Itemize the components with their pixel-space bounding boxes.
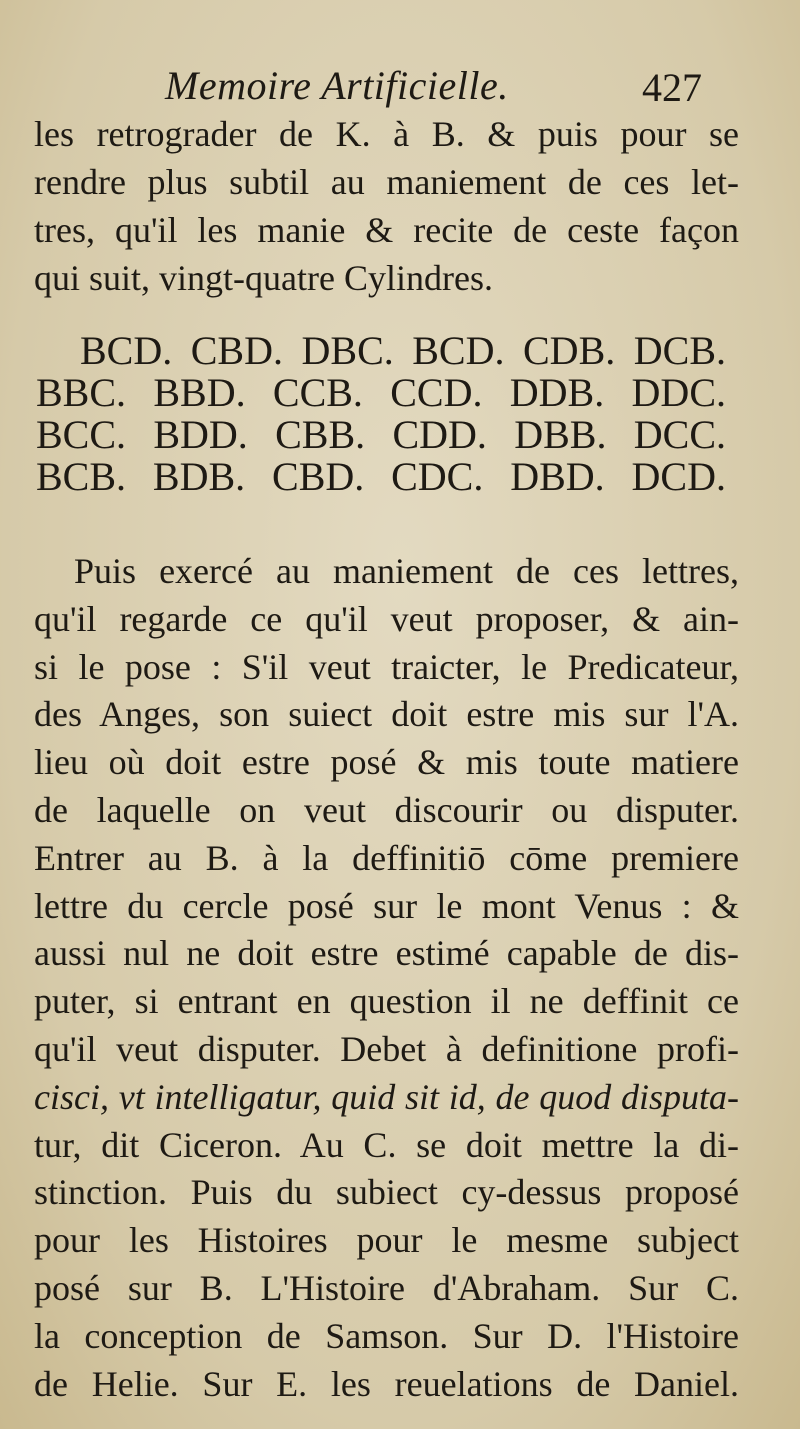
cylinder-line: BCD. CBD. DBC. BCD. CDB. DCB. <box>80 328 726 373</box>
text-line: puter, si entrant en question il ne deffinit ce <box>34 981 739 1022</box>
text-line: stinction. Puis du subiect cy-dessus proposé <box>34 1172 739 1213</box>
running-title: Memoire Artificielle. <box>165 63 509 108</box>
text-line: tur, dit Ciceron. Au C. se doit mettre la di- <box>34 1124 739 1165</box>
text-line: qu'il regarde ce qu'il veut proposer, & ain- <box>34 598 739 639</box>
text-line: Entrer au B. à la deffinitiō cōme premiere <box>34 837 739 878</box>
text-line: Puis exercé au maniement de ces lettres, <box>74 551 739 591</box>
text-line: cisci, vt intelligatur, quid sit id, de quod disputa- <box>34 1076 739 1117</box>
text-line: qui suit, vingt-quatre Cylindres. <box>34 258 493 298</box>
text-line: la conception de Samson. Sur D. l'Histoire <box>34 1315 739 1356</box>
text-line: qu'il veut disputer. Debet à definitione profi- <box>34 1028 739 1069</box>
text-line: posé sur B. L'Histoire d'Abraham. Sur C. <box>34 1267 739 1308</box>
text-line: tres, qu'il les manie & recite de ceste façon <box>34 210 739 250</box>
intro-paragraph <box>34 110 739 302</box>
page-number: 427 <box>642 65 702 110</box>
text-line: des Anges, son suiect doit estre mis sur l'A. <box>34 694 739 735</box>
body-paragraph <box>34 548 739 1408</box>
cylinder-line: BCB. BDB. CBD. CDC. DBD. DCD. <box>36 454 726 499</box>
text-line: pour les Histoires pour le mesme subject <box>34 1220 739 1261</box>
text-line: lieu où doit estre posé & mis toute matiere <box>34 742 739 783</box>
text-line: lettre du cercle posé sur le mont Venus : & <box>34 885 739 926</box>
text-line: de laquelle on veut discourir ou disputer. <box>34 789 739 830</box>
text-line: de Helie. Sur E. les reuelations de Daniel. <box>34 1363 739 1404</box>
cylinder-line: BBC. BBD. CCB. CCD. DDB. DDC. <box>36 370 726 415</box>
running-head <box>0 62 800 112</box>
cylinder-list <box>36 330 726 498</box>
text-line: si le pose : S'il veut traicter, le Predicateur, <box>34 646 739 687</box>
cylinder-line: BCC. BDD. CBB. CDD. DBB. DCC. <box>36 412 726 457</box>
text-line: rendre plus subtil au maniement de ces let- <box>34 162 739 202</box>
text-line: aussi nul ne doit estre estimé capable de dis- <box>34 933 739 974</box>
text-line: les retrograder de K. à B. & puis pour se <box>34 114 739 154</box>
